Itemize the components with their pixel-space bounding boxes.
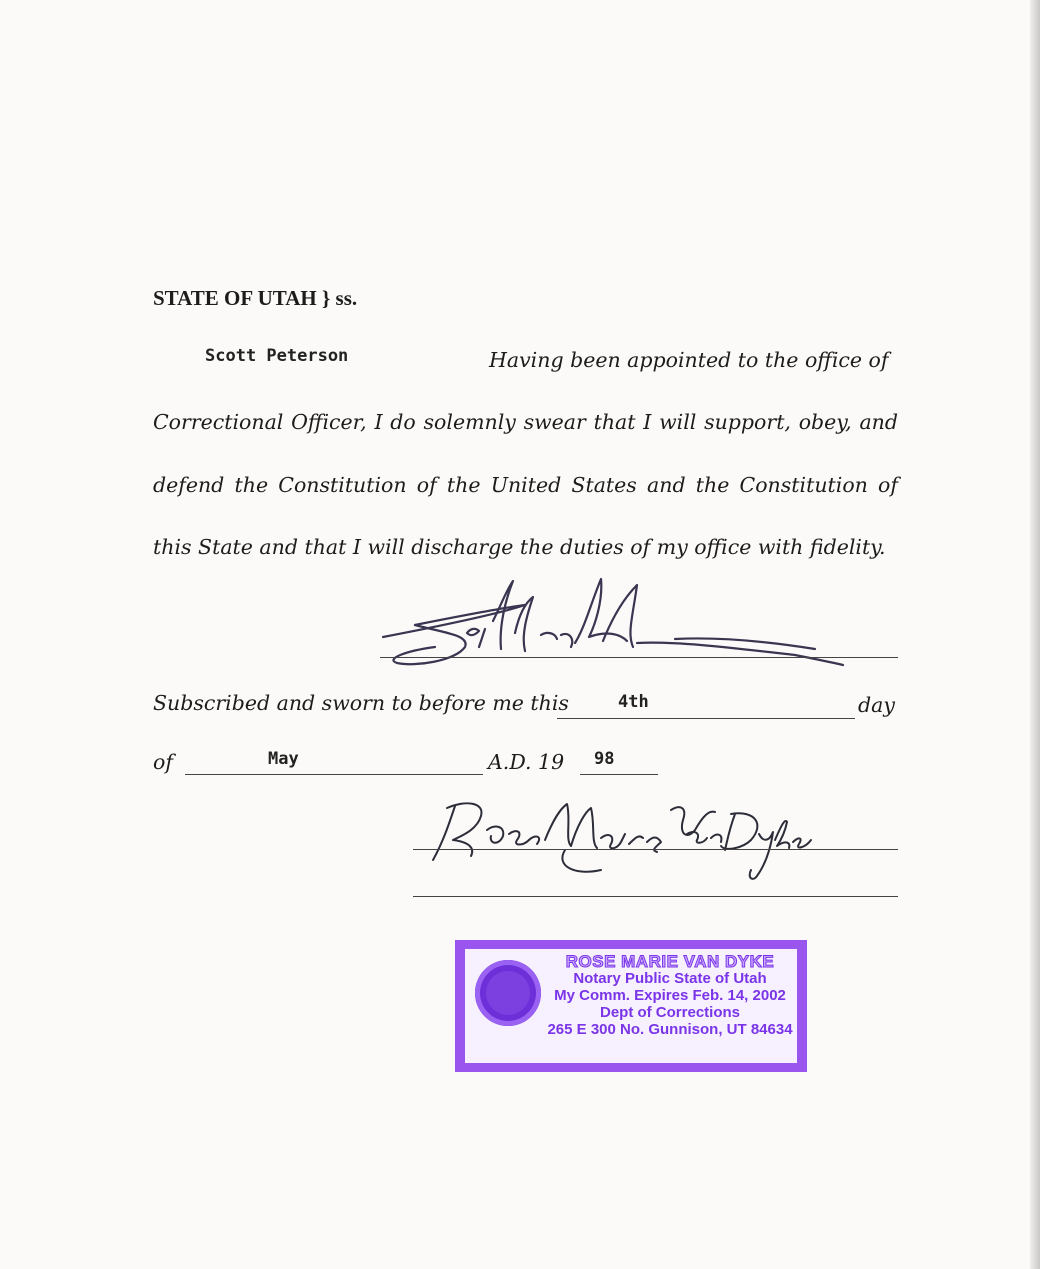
stamp-title: Notary Public State of Utah (573, 970, 767, 987)
notary-second-line (413, 896, 898, 897)
oath-line-1: Having been appointed to the office of (489, 348, 889, 372)
notary-signature-line (413, 849, 898, 850)
notary-stamp (455, 940, 807, 1072)
oath-line-4: this State and that I will discharge the duties of my office with fidelity. (153, 535, 886, 559)
month-value: May (268, 749, 299, 769)
month-field-line (185, 774, 483, 775)
stamp-address: 265 E 300 No. Gunnison, UT 84634 (547, 1021, 793, 1038)
affiant-signature (375, 575, 855, 675)
affiant-name: Scott Peterson (205, 346, 349, 366)
of-label: of (153, 750, 173, 774)
page-edge (1030, 0, 1040, 1269)
year-field-line (580, 774, 658, 775)
day-value: 4th (618, 692, 649, 712)
oath-line-2: Correctional Officer, I do solemnly swear that I will support, obey, and (153, 410, 898, 434)
day-label: day (858, 693, 895, 717)
ad-label: A.D. 19 (488, 750, 565, 774)
stamp-expires: My Comm. Expires Feb. 14, 2002 (554, 987, 786, 1004)
affiant-signature-line (380, 657, 898, 658)
stamp-office: Dept of Corrections (599, 1004, 740, 1021)
subscribed-label: Subscribed and sworn to before me this (153, 691, 569, 715)
document-heading: STATE OF UTAH } ss. (153, 286, 358, 310)
stamp-name: ROSE MARIE VAN DYKE (565, 952, 775, 971)
oath-line-3: defend the Constitution of the United States and the Constitution of (153, 473, 898, 497)
notary-signature (425, 790, 815, 890)
year-value: 98 (594, 749, 615, 769)
day-field-line (557, 718, 855, 719)
